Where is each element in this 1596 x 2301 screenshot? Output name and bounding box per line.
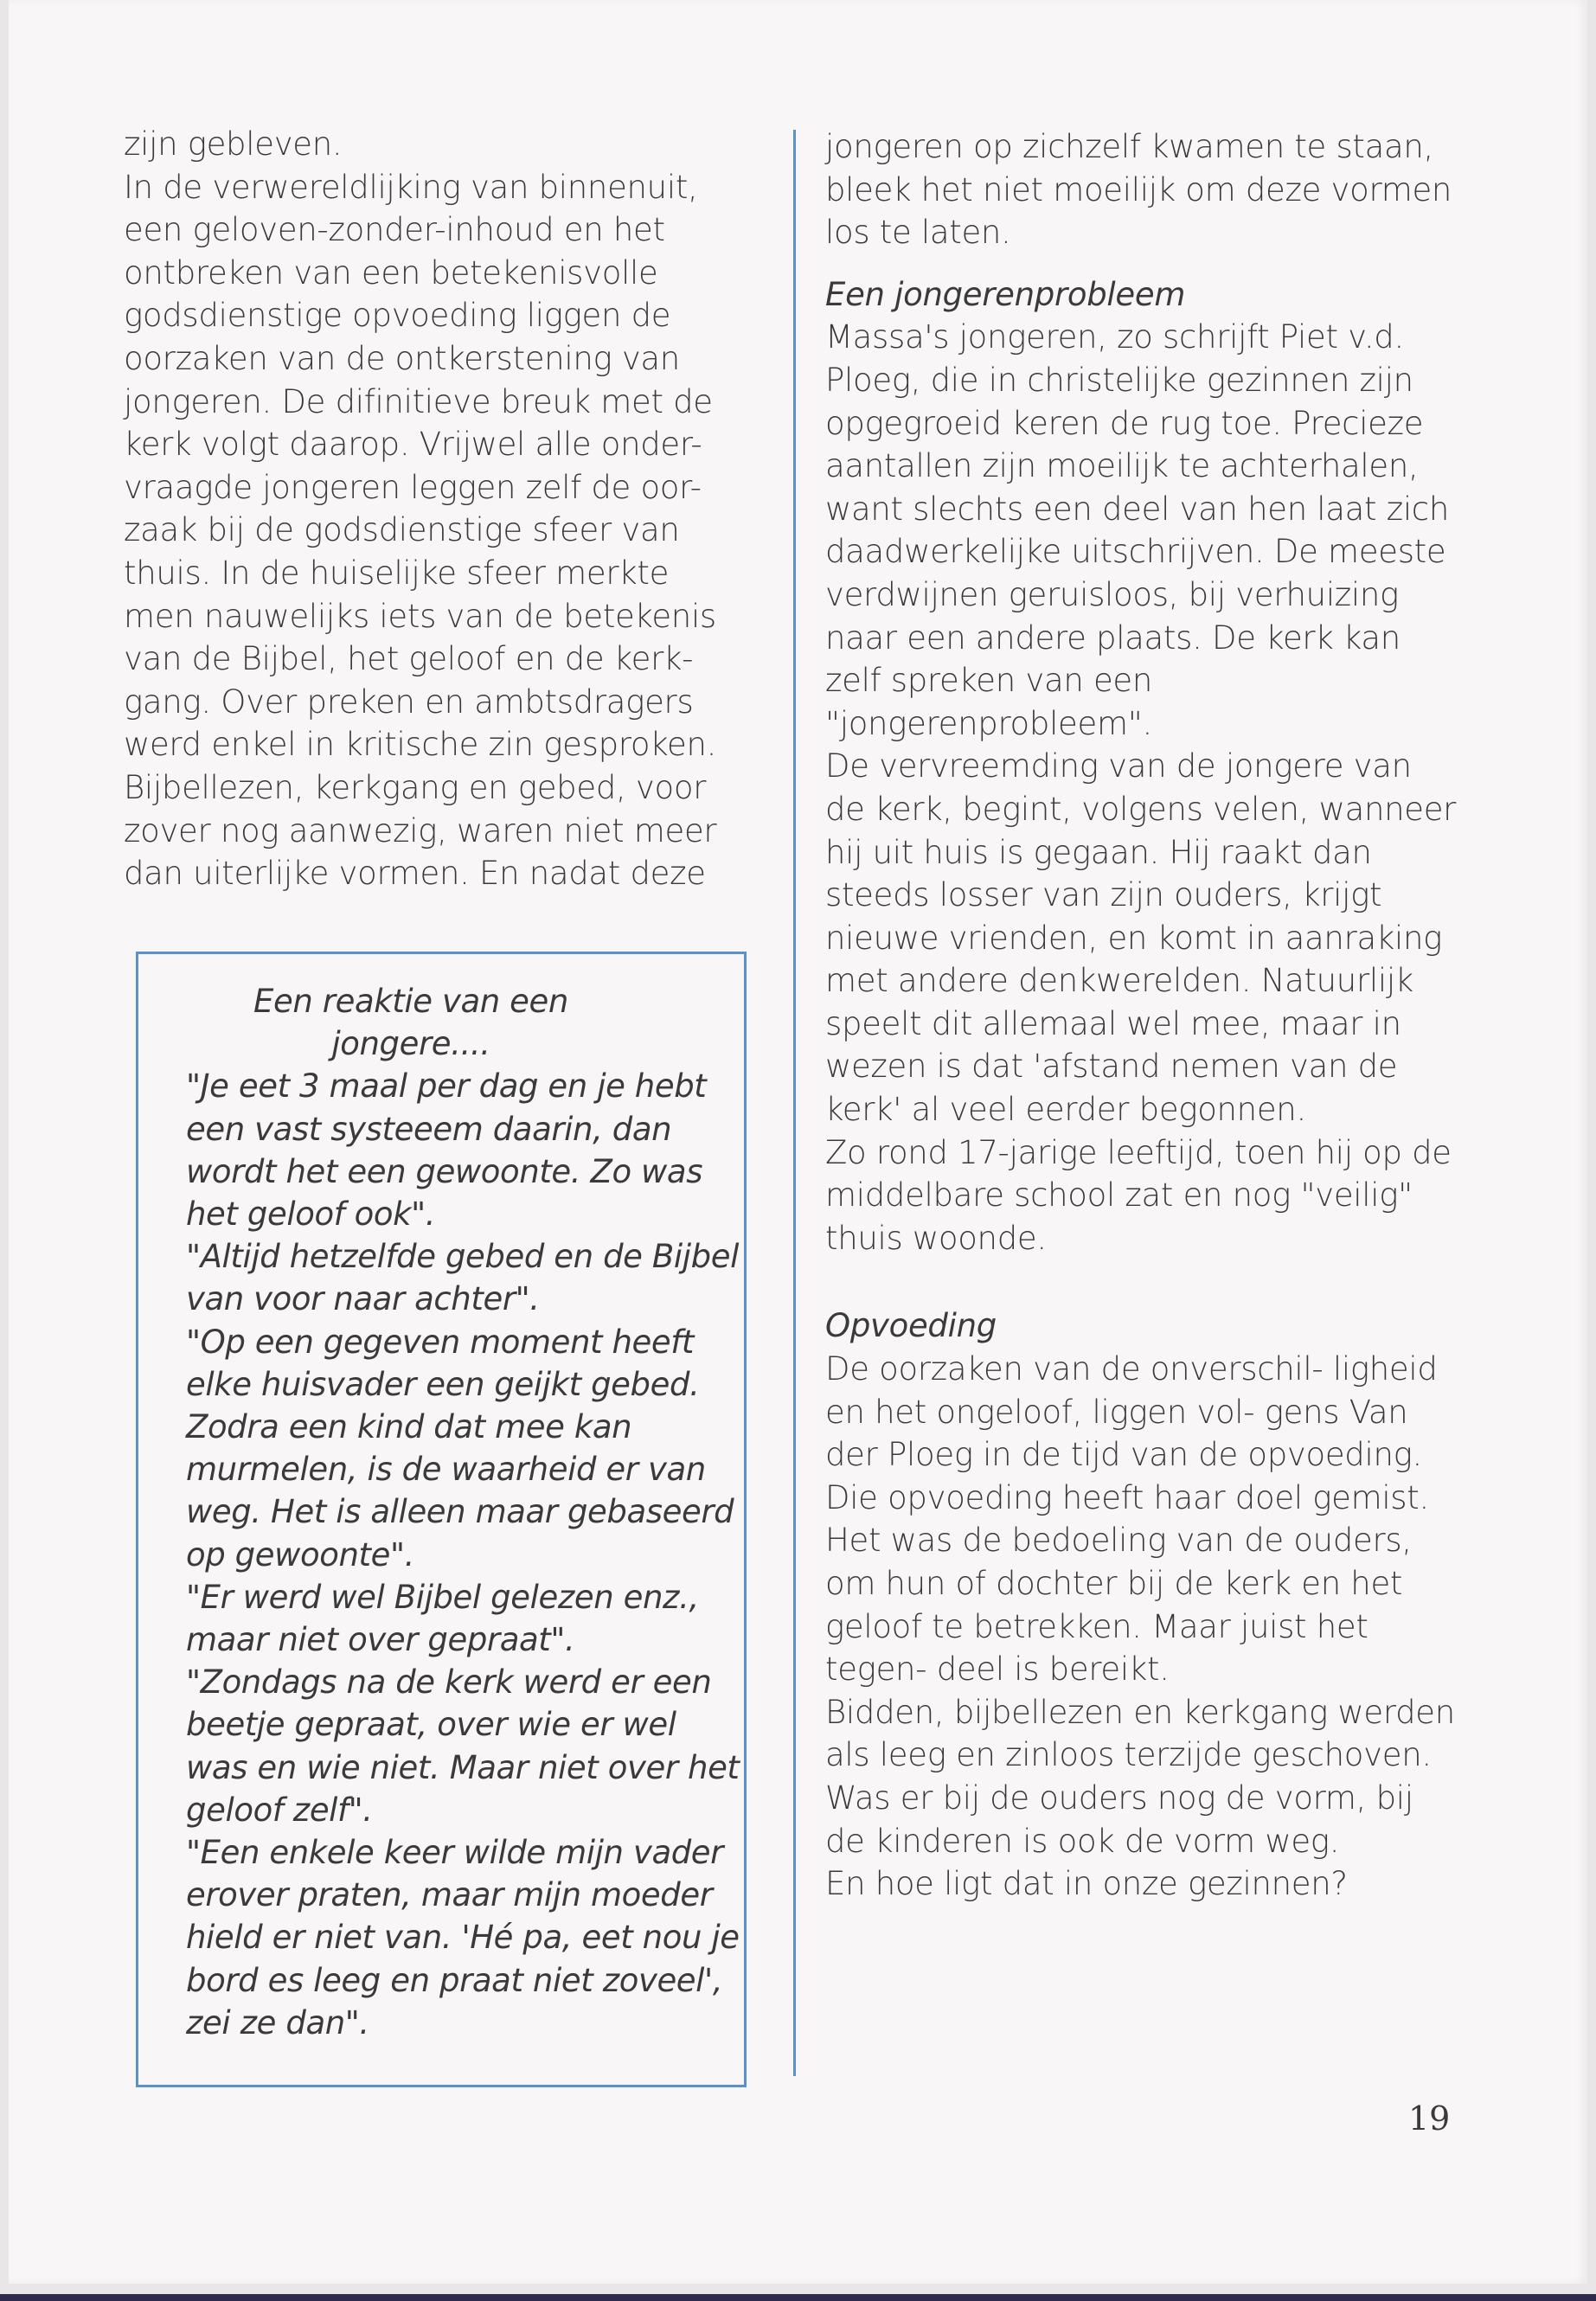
quote-6: "Een enkele keer wilde mijn vader erover praten, maar mijn moeder hield er niet van. 'Hé pa, eet nou je bord es leeg en praat niet zoveel', zei ze dan". — [186, 1834, 740, 2041]
magazine-page — [9, 0, 1587, 2284]
page-number: 19 — [1408, 2099, 1451, 2138]
left-column — [124, 123, 747, 895]
right-paragraph-4: Zo rond 17-jarige leeftijd, toen hij op de middelbare school zat en nog "veilig" thuis woonde. — [825, 1133, 1452, 1257]
quote-5: "Zondags na de kerk werd er een beetje gepraat, over wie er wel was en wie niet. Maar niet over het geloof zelf". — [186, 1663, 740, 1829]
subheading-opvoeding: Opvoeding — [825, 1307, 997, 1345]
right-paragraph-2: Massa's jongeren, zo schrijft Piet v.d. Ploeg, die in christelijke gezinnen zijn opgegroeid keren de rug toe. Precieze aantallen zijn moeilijk te achterhalen, want slechts een deel van hen laat zich daadwerkelijke uitschrijven. De meeste verdwijnen geruisloos, bij verhuizing naar een andere plaats. De kerk kan zelf spreken van een "jongerenprobleem". — [825, 318, 1450, 742]
right-paragraph-1: jongeren op zichzelf kwamen te staan, bleek het niet moeilijk om deze vormen los te laten. — [825, 128, 1452, 252]
quote-1: "Je eet 3 maal per dag en je hebt een vast systeeem daarin, dan wordt het een gewoonte. Zo was het geloof ook". — [186, 1067, 707, 1234]
quote-4: "Er werd wel Bijbel gelezen enz., maar niet over gepraat". — [186, 1578, 699, 1659]
right-paragraph-6: Bidden, bijbellezen en kerkgang werden als leeg en zinloos terzijde geschoven. Was er bij de ouders nog de vorm, bij de kinderen is ook de vorm weg. — [825, 1693, 1455, 1860]
quote-3: "Op een gegeven moment heeft elke huisvader een geijkt gebed. Zodra een kind dat mee kan murmelen, is de waarheid er van weg. Het is alleen maar gebaseerd op gewoonte". — [186, 1323, 734, 1574]
right-paragraph-7: En hoe ligt dat in onze gezinnen? — [825, 1865, 1348, 1903]
quote-content — [186, 980, 740, 2044]
spacer — [825, 1259, 1457, 1304]
right-paragraph-5: De oorzaken van de onverschil- ligheid en het ongeloof, liggen vol- gens Van der Ploeg in de tijd van de opvoeding. Die opvoeding heeft haar doel gemist. Het was de bedoeling van de ouders, om hun of dochter bij de kerk en het geloof te betrekken. Maar juist het tegen- deel is bereikt. — [825, 1350, 1438, 1689]
quote-title: Een reaktie van een jongere.... — [253, 983, 568, 1063]
left-paragraph-1: zijn gebleven. — [124, 125, 343, 163]
quote-2: "Altijd hetzelfde gebed en de Bijbel van voor naar achter". — [186, 1238, 739, 1318]
right-paragraph-3: De vervreemding van de jongere van de kerk, begint, volgens velen, wanneer hij uit huis is gegaan. Hij raakt dan steeds losser van zijn ouders, krijgt nieuwe vrienden, en komt in aanraking met andere denkwerelden. Natuurlijk speelt dit allemaal wel mee, maar in wezen is dat 'afstand nemen van de kerk' al veel eerder begonnen. — [825, 747, 1457, 1129]
left-paragraph-2: In de verwereldlijking van binnenuit, een geloven-zonder-inhoud en het ontbreken van een betekenisvolle godsdienstige opvoeding liggen de oorzaken van de ontkerstening van jongeren. De difinitieve breuk met de kerk volgt daarop. Vrijwel alle onder- vraagde jongeren leggen zelf de oor- zaak bij de godsdienstige sfeer van thuis. In de huiselijke sfeer merkte men nauwelijks iets van de betekenis van de Bijbel, het geloof en de kerk- gang. Over preken en ambtsdragers werd enkel in kritische zin gesproken. Bijbellezen, kerkgang en gebed, voor zover nog aanwezig, waren niet meer dan uiterlijke vormen. En nadat deze — [124, 168, 717, 893]
spacer — [825, 254, 1457, 273]
quote-box — [136, 952, 747, 2087]
right-column — [825, 125, 1457, 1906]
column-divider — [793, 130, 796, 2076]
bottom-edge — [0, 2294, 1596, 2301]
subheading-jongerenprobleem: Een jongerenprobleem — [825, 275, 1186, 313]
